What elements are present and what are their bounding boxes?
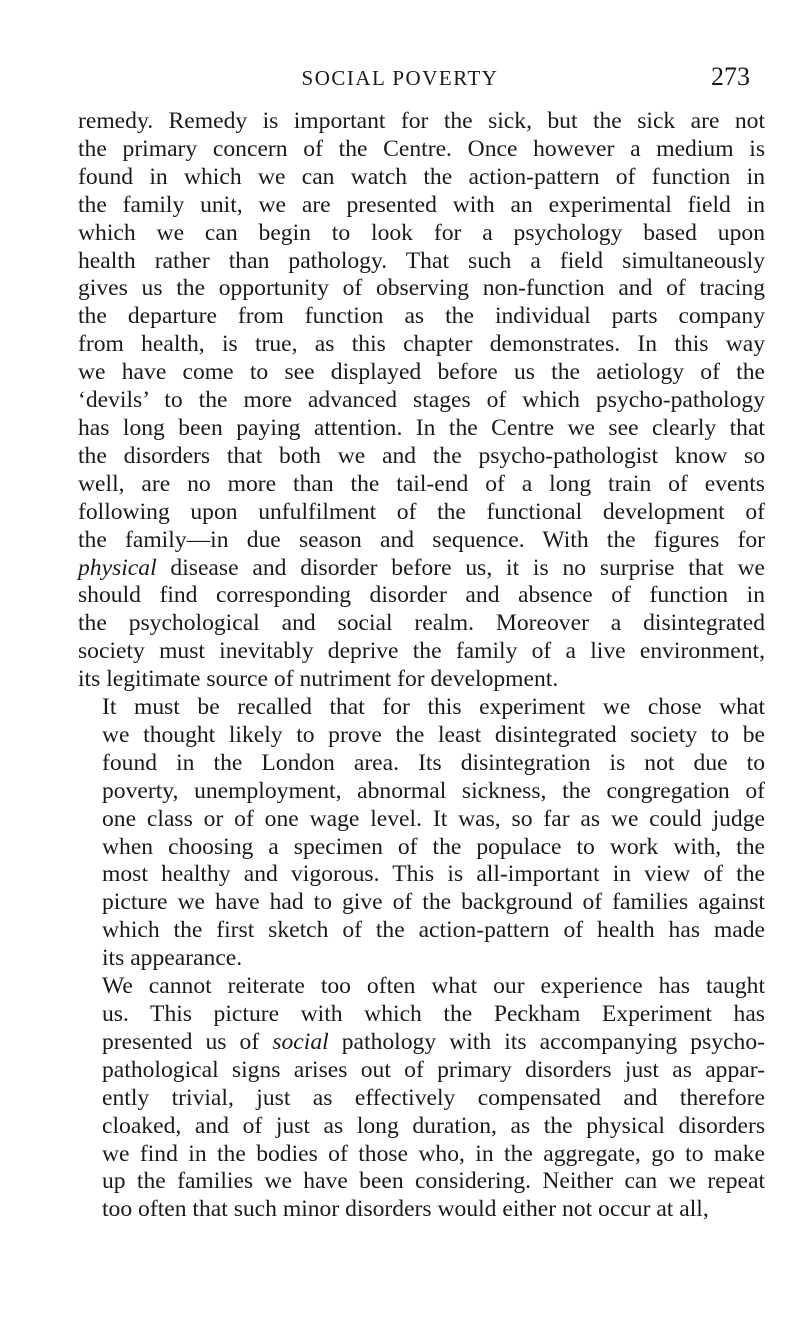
paragraph-1 bbox=[78, 108, 765, 694]
text-line: we find in the bodies of those who, in the aggregate, go to make bbox=[102, 1140, 765, 1167]
text-line: us. This picture with which the Peckham Experiment has bbox=[102, 1001, 765, 1027]
text-line: the family unit, we are presented with an experimental field in bbox=[78, 191, 765, 218]
page-number: 273 bbox=[711, 62, 750, 91]
text-line: one class or of one wage level. It was, so far as we could judge bbox=[102, 805, 765, 832]
text-line: most healthy and vigorous. This is all-important in view of the bbox=[102, 861, 765, 888]
text-line: which we can begin to look for a psychology based upon bbox=[78, 219, 765, 246]
text-line: we thought likely to prove the least disintegrated society to be bbox=[102, 721, 765, 748]
text-line: ‘devils’ to the more advanced stages of which psycho-pathology bbox=[78, 387, 765, 414]
body-text bbox=[78, 108, 765, 1224]
text-line: has long been paying attention. In the Centre we see clearly that bbox=[78, 414, 765, 441]
paragraph-3 bbox=[78, 973, 765, 1224]
text-line: the departure from function as the individual parts company bbox=[78, 303, 765, 330]
text-line: the family—in due season and sequence. With the figures for bbox=[78, 526, 765, 553]
text-line: when choosing a specimen of the populace to work with, the bbox=[102, 833, 765, 860]
text-line: its legitimate source of nutriment for development. bbox=[78, 666, 559, 693]
text-line: we have come to see displayed before us the aetiology of the bbox=[78, 359, 765, 386]
text-line: poverty, unemployment, abnormal sickness, the congregation of bbox=[102, 777, 765, 804]
text-line: physical disease and disorder before us, it is no surprise that we bbox=[78, 554, 765, 581]
text-line: presented us of social pathology with its accompanying psycho- bbox=[102, 1028, 765, 1055]
paragraph-2 bbox=[78, 694, 765, 973]
text-line: the psychological and social realm. Moreover a disintegrated bbox=[78, 610, 765, 637]
text-line: ently trivial, just as effectively compensated and therefore bbox=[102, 1084, 765, 1111]
text-line: following upon unfulfilment of the functional development of bbox=[78, 498, 765, 525]
text-line: its appearance. bbox=[102, 945, 243, 972]
text-line: picture we have had to give of the background of families against bbox=[102, 889, 765, 916]
text-line: society must inevitably deprive the family of a live environment, bbox=[78, 638, 765, 665]
text-line: gives us the opportunity of observing non-function and of tracing bbox=[78, 275, 765, 302]
text-line: the disorders that both we and the psycho-pathologist know so bbox=[78, 442, 765, 469]
text-line: too often that such minor disorders would either not occur at all, bbox=[102, 1196, 709, 1223]
text-line: the primary concern of the Centre. Once however a medium is bbox=[78, 135, 765, 162]
text-line: found in which we can watch the action-pattern of function in bbox=[78, 163, 765, 190]
text-line: from health, is true, as this chapter demonstrates. In this way bbox=[78, 331, 765, 358]
text-line: which the first sketch of the action-pattern of health has made bbox=[102, 917, 765, 944]
text-line: up the families we have been considering. Neither can we repeat bbox=[102, 1168, 765, 1195]
text-line: well, are no more than the tail-end of a long train of events bbox=[78, 470, 765, 497]
text-line: remedy. Remedy is important for the sick, but the sick are not bbox=[78, 108, 765, 134]
text-line: It must be recalled that for this experiment we chose what bbox=[102, 694, 765, 721]
text-line: cloaked, and of just as long duration, as the physical disorders bbox=[102, 1112, 765, 1139]
running-head bbox=[0, 62, 800, 92]
text-line: We cannot reiterate too often what our experience has taught bbox=[102, 973, 765, 1000]
text-line: health rather than pathology. That such a field simultaneously bbox=[78, 247, 765, 274]
text-line: pathological signs arises out of primary disorders just as appar- bbox=[102, 1056, 765, 1083]
text-line: should find corresponding disorder and absence of function in bbox=[78, 582, 765, 609]
text-line: found in the London area. Its disintegration is not due to bbox=[102, 749, 765, 776]
running-title: SOCIAL POVERTY bbox=[301, 66, 499, 90]
